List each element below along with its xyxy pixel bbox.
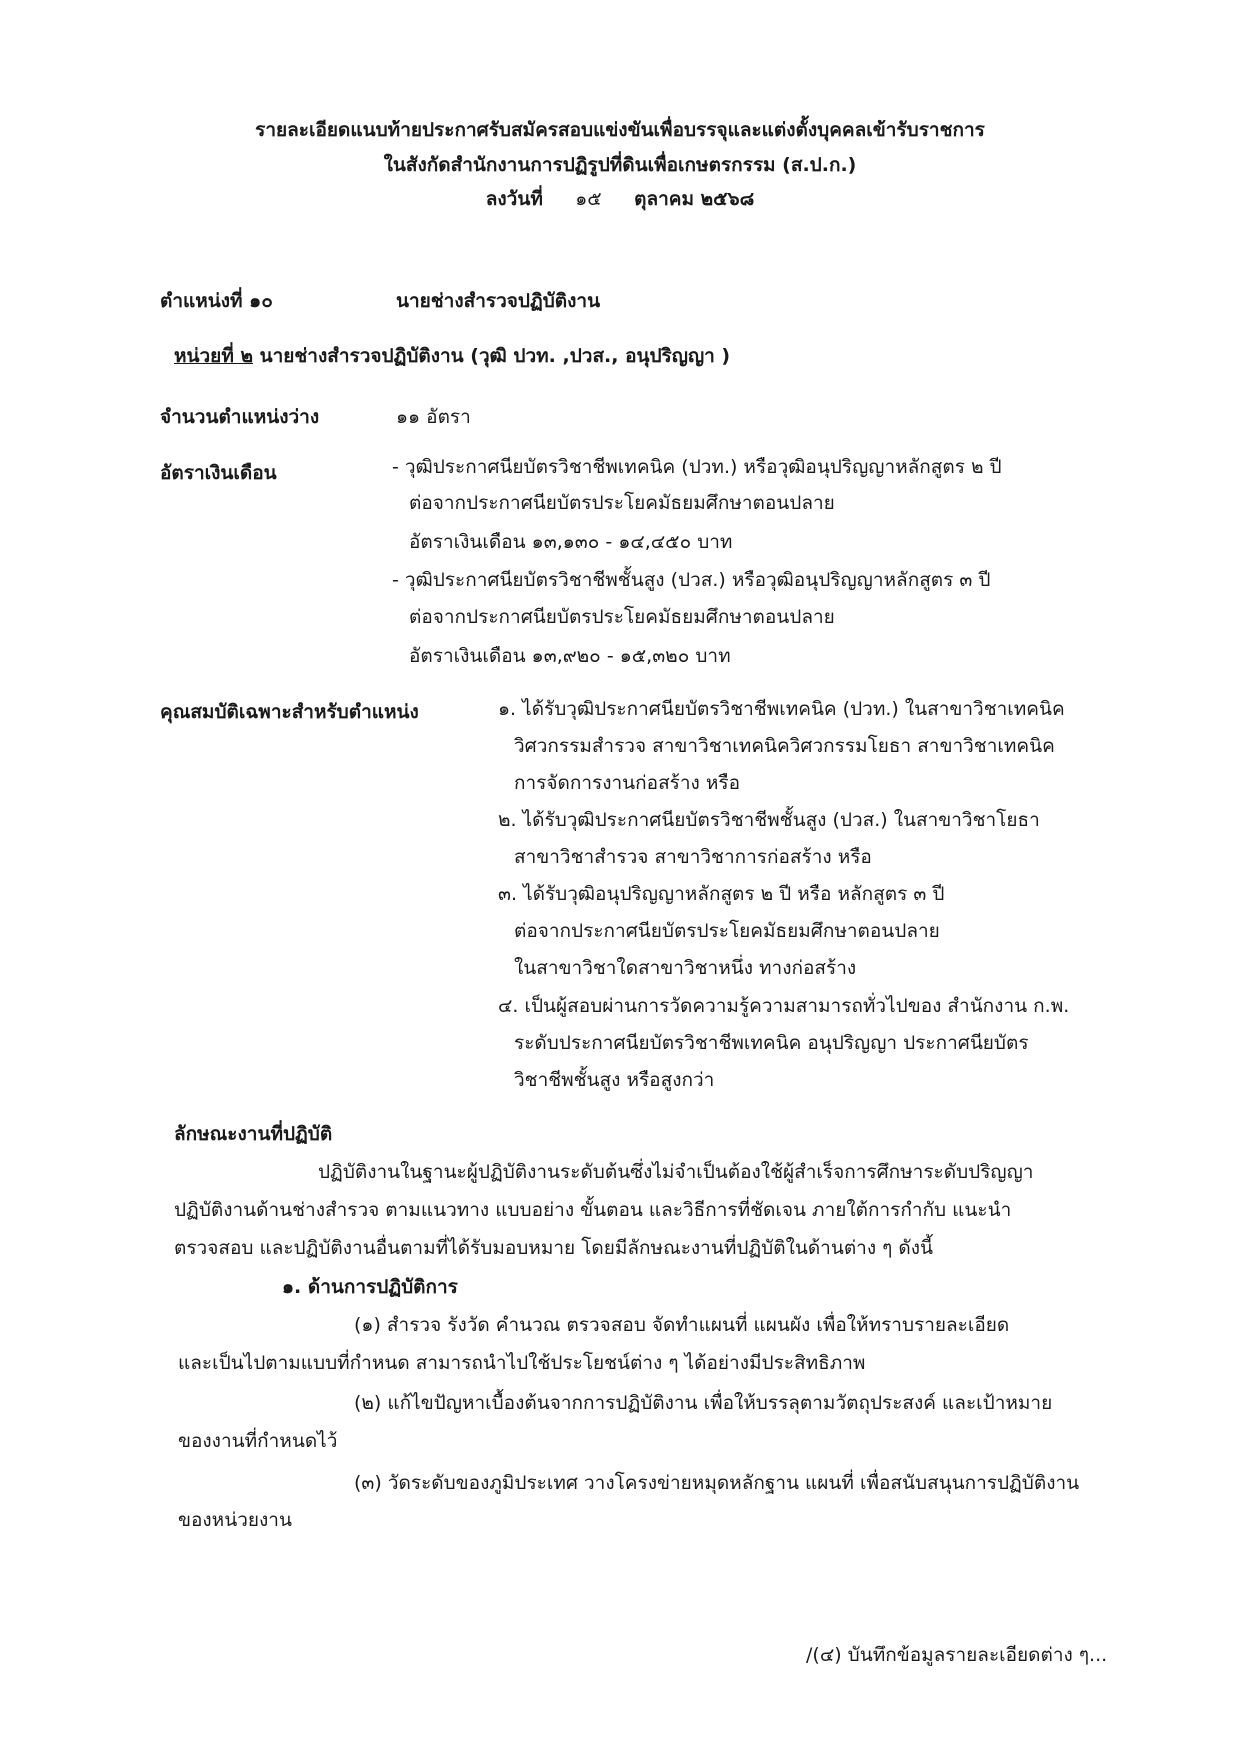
salary-line: อัตราเงินเดือน ๑๓,๑๓๐ - ๑๔,๔๕๐ บาท <box>409 531 733 553</box>
date-day: ๑๕ <box>575 188 602 210</box>
salary-line: - วุฒิประกาศนียบัตรวิชาชีพเทคนิค (ปวท.) หรือวุฒิอนุปริญญาหลักสูตร ๒ ปี <box>392 456 1002 478</box>
salary-label: อัตราเงินเดือน <box>160 462 277 484</box>
vacancies-value: ๑๑ อัตรา <box>396 406 471 428</box>
date-month-year: ตุลาคม ๒๕๖๘ <box>634 188 755 210</box>
page-continuation: /(๔) บันทึกข้อมูลรายละเอียดต่าง ๆ... <box>806 1644 1108 1666</box>
vacancies-label: จำนวนตำแหน่งว่าง <box>160 406 320 428</box>
duty-item-line: (๒) แก้ไขปัญหาเบื้องต้นจากการปฏิบัติงาน เพื่อให้บรรลุตามวัตถุประสงค์ และเป้าหมาย <box>354 1392 1053 1414</box>
salary-line: ต่อจากประกาศนียบัตรประโยคมัธยมศึกษาตอนปลาย <box>409 606 835 628</box>
salary-line: - วุฒิประกาศนียบัตรวิชาชีพชั้นสูง (ปวส.) หรือวุฒิอนุปริญญาหลักสูตร ๓ ปี <box>392 569 991 591</box>
unit-value: นายช่างสำรวจปฏิบัติงาน (วุฒิ ปวท. ,ปวส., อนุปริญญา ) <box>259 345 731 367</box>
qualifications-label: คุณสมบัติเฉพาะสำหรับตำแหน่ง <box>160 701 419 723</box>
header-line-2: ในสังกัดสำนักงานการปฏิรูปที่ดินเพื่อเกษตรกรรม (ส.ป.ก.) <box>383 154 857 176</box>
qualification-line: วิศวกรรมสำรวจ สาขาวิชาเทคนิควิศวกรรมโยธา สาขาวิชาเทคนิค <box>514 735 1055 757</box>
qualification-line: สาขาวิชาสำรวจ สาขาวิชาการก่อสร้าง หรือ <box>514 846 872 868</box>
qualification-line: วิชาชีพชั้นสูง หรือสูงกว่า <box>514 1069 715 1091</box>
qualification-line: ระดับประกาศนียบัตรวิชาชีพเทคนิค อนุปริญญา ประกาศนียบัตร <box>514 1032 1029 1054</box>
duties-section-heading: ๑. ด้านการปฏิบัติการ <box>282 1276 458 1298</box>
position-label: ตำแหน่งที่ ๑๐ <box>160 290 273 312</box>
duties-intro-line: ตรวจสอบ และปฏิบัติงานอื่นตามที่ได้รับมอบหมาย โดยมีลักษณะงานที่ปฏิบัติในด้านต่าง ๆ ดังนี้ <box>174 1237 934 1259</box>
qualification-line: ๒. ได้รับวุฒิประกาศนียบัตรวิชาชีพชั้นสูง (ปวส.) ในสาขาวิชาโยธา <box>498 809 1040 831</box>
qualification-line: ๔. เป็นผู้สอบผ่านการวัดความรู้ความสามารถทั่วไปของ สำนักงาน ก.พ. <box>498 995 1070 1017</box>
header-date <box>0 187 1240 212</box>
duties-heading: ลักษณะงานที่ปฏิบัติ <box>174 1123 333 1145</box>
duty-item-line: และเป็นไปตามแบบที่กำหนด สามารถนำไปใช้ประโยชน์ต่าง ๆ ได้อย่างมีประสิทธิภาพ <box>178 1352 866 1374</box>
duty-item-line: (๓) วัดระดับของภูมิประเทศ วางโครงข่ายหมุดหลักฐาน แผนที่ เพื่อสนับสนุนการปฏิบัติงาน <box>354 1472 1080 1494</box>
duties-intro-line: ปฏิบัติงานด้านช่างสำรวจ ตามแนวทาง แบบอย่าง ขั้นตอน และวิธีการที่ชัดเจน ภายใต้การกำกับ แนะนำ <box>174 1199 1012 1221</box>
qualification-line: ๑. ได้รับวุฒิประกาศนียบัตรวิชาชีพเทคนิค (ปวท.) ในสาขาวิชาเทคนิค <box>498 698 1065 720</box>
unit-line <box>174 344 730 369</box>
unit-label: หน่วยที่ ๒ <box>174 345 253 367</box>
qualification-line: ในสาขาวิชาใดสาขาวิชาหนึ่ง ทางก่อสร้าง <box>514 957 857 979</box>
header-line-1: รายละเอียดแนบท้ายประกาศรับสมัครสอบแข่งขันเพื่อบรรจุและแต่งตั้งบุคคลเข้ารับราชการ <box>255 119 985 141</box>
duties-intro-line: ปฏิบัติงานในฐานะผู้ปฏิบัติงานระดับต้นซึ่งไม่จำเป็นต้องใช้ผู้สำเร็จการศึกษาระดับปริญญา <box>318 1161 1034 1183</box>
duty-item-line: (๑) สำรวจ รังวัด คำนวณ ตรวจสอบ จัดทำแผนที่ แผนผัง เพื่อให้ทราบรายละเอียด <box>354 1314 1010 1336</box>
qualification-line: การจัดการงานก่อสร้าง หรือ <box>514 772 741 794</box>
salary-line: อัตราเงินเดือน ๑๓,๙๒๐ - ๑๕,๓๒๐ บาท <box>409 645 731 667</box>
salary-line: ต่อจากประกาศนียบัตรประโยคมัธยมศึกษาตอนปลาย <box>409 492 835 514</box>
duty-item-line: ของงานที่กำหนดไว้ <box>178 1430 338 1452</box>
qualification-line: ๓. ได้รับวุฒิอนุปริญญาหลักสูตร ๒ ปี หรือ หลักสูตร ๓ ปี <box>498 883 945 905</box>
date-prefix: ลงวันที่ <box>485 188 543 210</box>
duty-item-line: ของหน่วยงาน <box>178 1509 292 1531</box>
qualification-line: ต่อจากประกาศนียบัตรประโยคมัธยมศึกษาตอนปลาย <box>514 920 940 942</box>
position-value: นายช่างสำรวจปฏิบัติงาน <box>396 290 601 312</box>
